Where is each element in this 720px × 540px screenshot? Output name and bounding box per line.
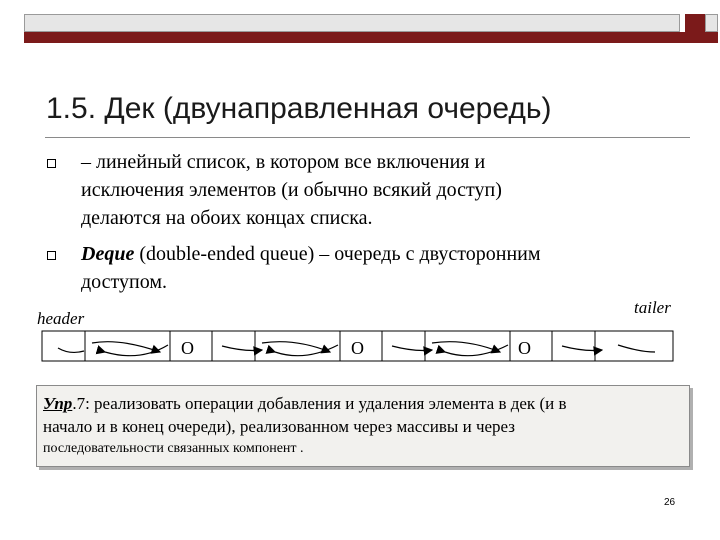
exercise-line-1 <box>43 392 683 415</box>
link-arrow-11 <box>618 345 655 352</box>
page-number: 26 <box>664 497 676 508</box>
link-arrow-3 <box>105 345 168 356</box>
link-arrow-2 <box>92 342 160 352</box>
node-1-box <box>42 331 170 361</box>
deque-term: Deque <box>81 243 135 265</box>
node-7-box <box>552 331 673 361</box>
link-arrow-9 <box>445 345 508 356</box>
deque-definition: (double-ended queue) – очередь с двусторонним <box>134 243 541 265</box>
node-value-2: O <box>351 338 364 358</box>
link-arrow-5 <box>262 342 330 352</box>
bullet-1-line-2: исключения элементов (и обычно всякий доступ) <box>81 179 502 201</box>
link-arrow-1 <box>58 348 84 352</box>
node-value-1: O <box>181 338 194 358</box>
exercise-box <box>36 385 690 467</box>
bullet-1-line-1: – линейный список, в котором все включения и <box>81 151 486 173</box>
node-5-box <box>382 331 510 361</box>
node-value-3: O <box>518 338 531 358</box>
header-label: header <box>37 309 85 328</box>
bullet-2-line-2: доступом. <box>81 271 168 293</box>
exercise-line-3: последовательности связанных компонент . <box>43 441 304 456</box>
link-arrow-10 <box>562 346 602 351</box>
tailer-label: tailer <box>634 298 671 317</box>
exercise-line-2: начало и в конец очереди), реализованном через массивы и через <box>43 417 516 436</box>
node-6-box <box>510 331 552 361</box>
slide-title: 1.5. Дек (двунаправленная очередь) <box>46 92 552 125</box>
bullet-1-line-3: делаются на обоих концах списка. <box>81 207 373 229</box>
link-arrow-4 <box>222 346 262 351</box>
node-3-box <box>212 331 340 361</box>
link-arrow-7 <box>392 346 432 351</box>
exercise-text-1: .7: реализовать операции добавления и удаления элемента в дек (и в <box>72 394 567 413</box>
exercise-head: Упр <box>43 394 73 413</box>
link-arrow-6 <box>275 345 338 356</box>
link-arrow-8 <box>432 342 500 352</box>
